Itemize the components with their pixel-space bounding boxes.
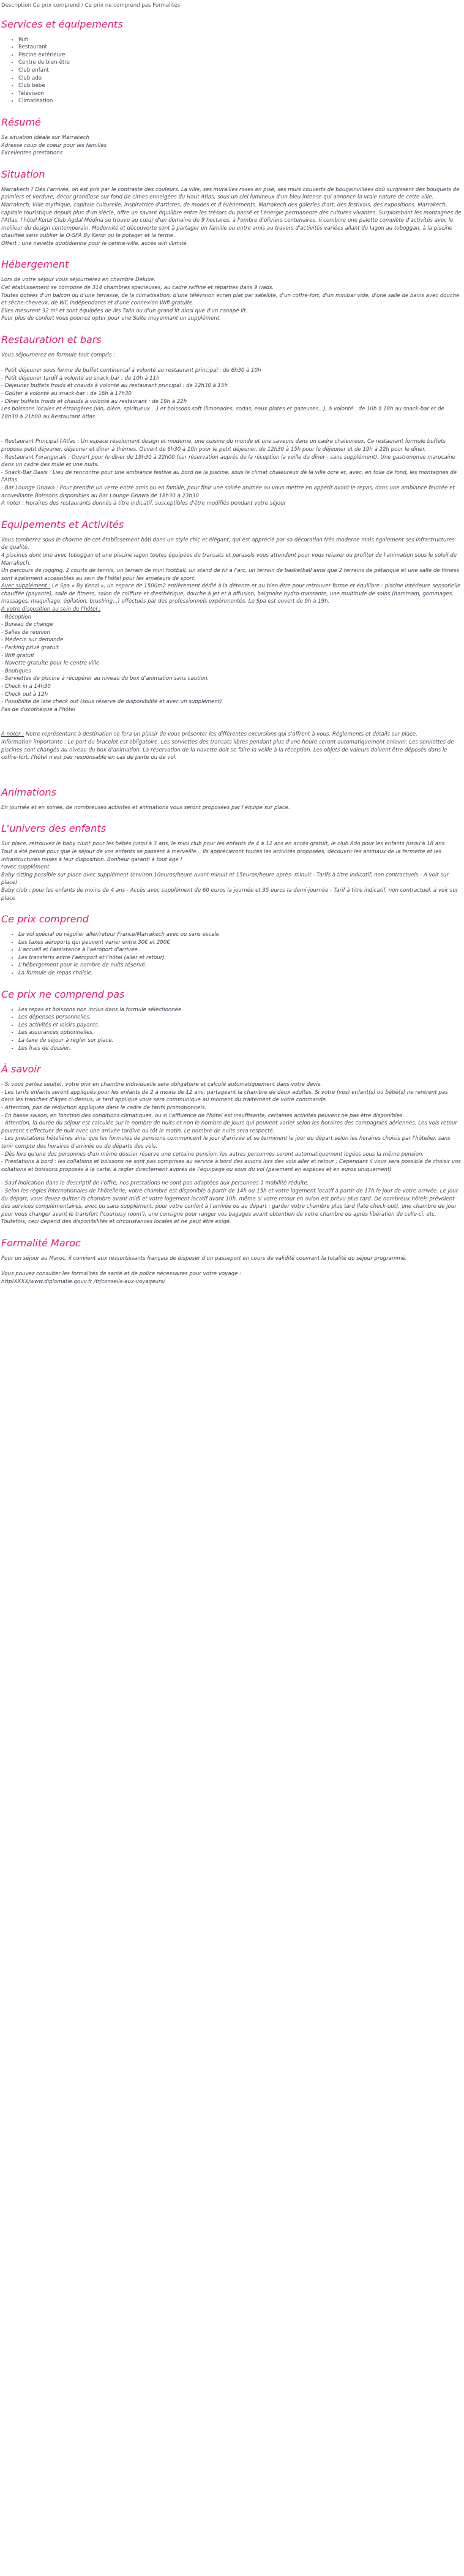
section-equipements: [1, 519, 462, 762]
hotel-facility-item: Pas de discothèque à l'hôtel: [1, 706, 75, 713]
hotel-facility-item: - Check out à 12h: [1, 691, 48, 698]
service-item: • Télévision: [18, 90, 462, 98]
service-item: • Centre de bien-être: [18, 59, 462, 67]
section-formalite: [1, 1237, 462, 1286]
hebergement-line: Lors de votre séjour vous séjournerez en chambre Deluxe.: [1, 277, 155, 284]
hotel-facility-item: - Bureau de change: [1, 622, 53, 628]
section-title-resume: Résumé: [1, 116, 41, 128]
hotel-facilities-label: A votre disposition au sein de l'hôtel :: [1, 606, 101, 613]
ne-comprend-list: [1, 1006, 462, 1053]
restauration-line: - Petit déjeuner tardif à volonté au snack-bar : de 10h à 11h: [1, 375, 160, 382]
hotel-facility-item: - Navette gratuite pour le centre ville: [1, 660, 100, 667]
hotel-facility-item: - Possibilité de late check out (sous réserve de disponibilité et avec un supplément): [1, 699, 222, 706]
hotel-facility-item: - Parking privé gratuit: [1, 645, 59, 652]
section-animations: [1, 786, 462, 812]
comprend-list: [1, 931, 462, 977]
hotel-facilities-list: [1, 614, 462, 714]
a-savoir-list: [1, 1081, 462, 1226]
service-item: • Club ado: [18, 75, 462, 83]
hotel-facility-item: - Check in à 14h30: [1, 684, 51, 690]
section-a-savoir: [1, 1063, 462, 1226]
comprend-item: • La formule de repas choisie.: [18, 970, 462, 977]
section-title-ne-comprend: Ce prix ne comprend pas: [1, 988, 125, 1000]
ne-comprend-item: • Les frais de dossier.: [18, 1045, 462, 1053]
hebergement-line: Cet établissement se compose de 314 chambres spacieuses, au cadre raffiné et réparties dans 9 riads.: [1, 285, 274, 292]
service-item: • Climatisation: [18, 97, 462, 105]
restauration-line: Les boissons locales et étrangères (vin, bière, spiritueux ...) et boissons soft (limonades, sodas, eaux plates et gazeuses...), à volonté : de 10h à 18h au snack-bar et de 18h30 à 21h00 au Restaurant Atlas: [1, 406, 444, 420]
hotel-facility-item: - Serviettes de piscine à récupérer au niveau du box d'animation sans caution.: [1, 676, 209, 682]
a-savoir-item: - Attention, pas de réduction appliquée dans le cadre de tarifs promotionnels.: [1, 1105, 207, 1111]
section-title-hebergement: Hébergement: [1, 258, 69, 271]
a-savoir-item: - Prestations à bord : les collations et boissons ne sont pas comprises au service à bord des avions lors des vols aller et retour ; Cependant il vous sera possible de choisir vos collations et boissons proposés à la carte, à régler directement auprès de l'équipage ou sous du vol (paiement en espèces et en euros uniquement): [1, 1159, 461, 1173]
enfants-para: Tout a été pensé pour que le séjour de vos enfants se passent à merveille... Ils apprécieront toutes les activités proposées, découvrir les animaux de la fermette et les infrastructures mises à leur disposition. Bonheur garanti à tout âge !: [1, 848, 441, 863]
restauration-line: - Dîner buffets froids et chauds à volonté au restaurant : de 19h à 22h: [1, 398, 187, 405]
situation-text: Marrakech ? Dès l'arrivée, on est pris par le contraste des couleurs. La ville, ses murailles roses en pisé, ses murs couverts de bougainvillées doù surgissent des bouquets de palmiers et verdure, décor grandiose sur fond de cimes enneigées du Haut Atlas, sous un ciel lumineux d'un bleu intense qui annonce la vraie nature de cette ville. Marrakech, Ville mythique, capitale culturelle, inspiratrice d'artistes, de modes et d'évènements. Marrakech des galeries d'art, des festivals, des expositions. Marrakech, capitale touristique depuis plus d'un siècle, offre un savant équilibre entre les trésors du passé et l'énergie permanente des cultures vivantes. Surplombant les montagnes de l'Atlas, l'hôtel Kenzi Club Agdal Médina se trouve au cœur d'un domaine de 9 hectares, à l'ombre d'oliviers centenaires. Il combine une palette complète d'activités avec le meilleur du design contemporain. Modernité et découverte sont à partager en famille ou entre amis au travers d'activités variées allant du lagon au toboggan, à la piscine chauffée sans oublier le O-SPA By Kenzi ou le potager et la ferme.: [1, 186, 462, 239]
spa-paragraph: [1, 582, 462, 606]
spa-text: Le Spa « By Kenzi », un espace de 1500m2 entièrement dédié à la détente et au bien-être pour retrouver forme et équilibre : piscine intérieure sensorielle chauffée (payante), salle de fitness, salon de coiffure et d'esthétique, douche à jet et à affusion, baignoire hydro-massante, une multitude de soins (hammam, gommages, massages, maquillage, épilation, brushing...) effectués par des professionnels expérimentés. Le Spa est ouvert de 9h à 19h.: [1, 583, 461, 605]
section-title-services: Services et équipements: [1, 18, 123, 30]
restauration-detail: - Bar Lounge Gnawa : Pour prendre un verre entre amis ou en famille, pour finir une soirée animée ou vous mettre en appétit avant le repas, dans une ambiance feutrée et accueillante.Boissons disponibles au Bar Lounge Gnawa de 18h30 à 23h30: [1, 484, 455, 499]
section-restauration: [1, 334, 462, 508]
comprend-item: • Les taxes aéroports qui peuvent varier entre 30€ et 200€: [18, 939, 462, 947]
section-enfants: [1, 823, 462, 902]
section-title-comprend: Ce prix comprend: [1, 913, 89, 925]
restauration-note: A noter : Horaires des restaurants donnés à titre indicatif, susceptibles d'être modifiés pendant votre séjour: [1, 500, 286, 507]
a-savoir-item: - Attention, la durée du séjour est calculée sur le nombre de nuits et non le nombre de jours qui peuvent varier selon les horaires des compagnies aériennes. Les vols retour pourront s'effectuer de nuit avec une arrivée tardive ou tôt le matin. Le nombre de nuits sera respecté.: [1, 1120, 457, 1134]
section-title-situation: Situation: [1, 168, 45, 180]
section-title-a-savoir: À savoir: [1, 1063, 41, 1075]
a-savoir-item: - Sauf indication dans le descriptif de l'offre, nos prestations ne sont pas adaptées aux personnes à mobilité réduite.: [1, 1180, 309, 1187]
a-savoir-item: - Selon les règles internationales de l'hôtellerie, votre chambre est disponible à partir de 14h ou 15h et votre logement locatif à partir de 17h le jour de votre arrivée. Le jour du départ, vous devez quitter la chambre avant midi et votre logement locatif avant 10h, même si votre retour en avion est prévu plus tard. De nombreux hôtels prévoient des services complémentaires, avec ou sans supplément, pour votre confort à l'arrivée ou au départ : garder votre chambre plus tard (late check-out), une chambre de jour pour vous changer avant le transfert ('courtesy room'), une consigne pour ranger vos bagages avant obtention de votre chambre ou après libération de celle-ci, etc. Toutefois, ceci dépend des disponibilités et circonstances locales et ne peut être exigé.: [1, 1188, 458, 1226]
hotel-facility-item: - Boutiques: [1, 668, 31, 674]
hotel-facility-item: - Médecin sur demande: [1, 637, 64, 644]
section-hebergement: [1, 258, 462, 323]
hotel-facility-item: - Réception: [1, 614, 32, 620]
important-info: Information importante : Le port du bracelet est obligatoire. Les serviettes des transats libres pendant plus d'une heure seront automatiquement enlever. Les serviettes de piscines sont changés au niveau du box d'animation. La réservation de la navette doit se faire la veille à la réception. Les objets de valeurs doivent être déposés dans le coffre-fort, l'hôtel n'est pas responsable en cas de perte ou de vol.: [1, 739, 454, 761]
section-ne-comprend: [1, 989, 462, 1053]
hotel-facility-item: - Wifi gratuit: [1, 652, 34, 659]
formalite-para: Vous pouvez consulter les formalités de santé et de police nécessaires pour votre voyage :: [1, 1271, 241, 1278]
equipements-para: Un parcours de jogging, 2 courts de tennis, un terrain de mini football, un stand de tir à l'arc, un terrain de basketball ainsi que 2 terrains de pétanque et une salle de fitness sont également accessibles au sein de l'hôtel pour les amateurs de sport.: [1, 568, 459, 582]
enfants-para: Sur place, retrouvez le baby club* pour les bébés jusqu'à 3 ans, le mini club pour les enfants de 4 à 12 ans en accès gratuit, le club Ado pour les enfants jusqu'à 18 ans.: [1, 841, 446, 848]
hotel-facility-item: - Salles de réunion: [1, 629, 51, 636]
hebergement-line: Elles mesurent 32 m² et sont équipées de lits Twin ou d'un grand lit ainsi que d'un canapé lit.: [1, 307, 248, 314]
restauration-line: - Goûter à volonté au snack-bar : de 16h à 17h30: [1, 391, 132, 397]
service-item: • Piscine extérieure: [18, 51, 462, 59]
service-item: • Wifi: [18, 36, 462, 44]
restauration-detail: - Restaurant l'orangerais : Ouvert pour le dîner de 19h30 à 22h00 (sur réservation auprès de la réception la veille du dîner - sans supplément). Une gastronomie marocaine dans un cadre des mille et une nuits.: [1, 454, 455, 469]
breadcrumb: Description Ce prix comprend / Ce prix ne comprend pas Formalités: [1, 2, 181, 9]
section-title-equipements: Equipements et Activités: [1, 518, 124, 530]
section-title-restauration: Restauration et bars: [1, 334, 102, 346]
ne-comprend-item: • Les dépenses personnelles.: [18, 1014, 462, 1022]
services-list: [1, 36, 462, 105]
section-title-enfants: L'univers des enfants: [1, 823, 106, 835]
equipements-para: Vous tomberez sous le charme de cet établissement bâti dans un style chic et élégant, qui est apprécié par sa décoration très moderne mais également ses infrastructures de qualité.: [1, 537, 455, 551]
enfants-para: Baby sitting possible sur place avec supplément (environ 10euros/heure avant minuit et 15euros/heure après- minuit - Tarifs à titre indicatif, non contractuels - A voir sur place): [1, 872, 449, 886]
enfants-para: Baby club : pour les enfants de moins de 4 ans - Accès avec supplément de 60 euros la journée et 35 euros la demi-journée - Tarif à titre indicatif, non contractuel, à voir sur place: [1, 887, 458, 902]
restauration-detail: - Snack-Bar Oasis : Lieu de rencontre pour une ambiance festive au bord de la piscine, sous le climat chaleureux de la ville ocre et, avec, en toile de fond, les montagnes de l'Atlas.: [1, 469, 457, 484]
a-savoir-item: - En basse saison, en fonction des conditions climatiques, ou si l'affluence de l'hôtel est insuffisante, certaines activités peuvent ne pas être disponibles.: [1, 1112, 405, 1119]
comprend-item: • Le vol spécial ou régulier aller/retour France/Marrakech avec ou sans escale: [18, 931, 462, 939]
comprend-item: • L'hébergement pour le nombre de nuits réservé.: [18, 962, 462, 970]
note-label: A noter :: [1, 731, 24, 738]
a-savoir-item: - Les prestations hôtelières ainsi que les formules de pensions commencent le jour d'arrivée et se terminent le jour du départ selon les horaires choisis par l'hôtelier, sans tenir compte des horaires d'arrivée ou de départs des vols.: [1, 1135, 451, 1150]
ne-comprend-item: • La taxe de séjour à régler sur place.: [18, 1037, 462, 1045]
section-resume: [1, 116, 462, 157]
equipements-para: 4 piscines dont une avec toboggan et une piscine lagon toutes équipées de transats et parasols vous attendent pour vous relaxer ou profiter de l'animation sous le soleil de Marrakech.: [1, 552, 457, 567]
resume-line: Excellentes prestations: [1, 150, 63, 157]
service-item: • Restaurant: [18, 43, 462, 51]
comprend-item: • Les transferts entre l'aéroport et l'hôtel (aller et retour).: [18, 954, 462, 962]
service-item: • Club bébé: [18, 82, 462, 90]
hebergement-line: Pour plus de confort vous pourrez opter pour une Suite moyennant un supplément.: [1, 315, 221, 322]
section-situation: [1, 168, 462, 248]
restauration-intro: Vous séjournerez en formule tout compris :: [1, 352, 115, 359]
resume-line: Sa situation idéale sur Marrakech: [1, 134, 90, 141]
spa-label: Avec supplément :: [1, 583, 51, 590]
formalite-link[interactable]: http/XXXX/www.diplomatie.gouv.fr /fr/conseils-aux-voyageurs/: [1, 1278, 165, 1285]
restauration-line: - Déjeuner buffets froids et chauds à volonté au restaurant principal : de 12h30 à 15h: [1, 383, 228, 390]
section-title-formalite: Formalité Maroc: [1, 1237, 81, 1249]
section-services: [1, 18, 462, 105]
situation-offer: Offert : une navette quotidienne pour le centre-ville, accès wifi illimité.: [1, 240, 189, 247]
section-comprend: [1, 913, 462, 977]
animations-text: En journée et en soirée, de nombreuses activités et animations vous seront proposées par l'équipe sur place.: [1, 804, 290, 811]
formalite-para: Pour un séjour au Maroc, il convient aux ressortissants français de disposer d'un passeport en cours de validité couvrant la totalité du séjour programmé.: [1, 1255, 407, 1262]
a-savoir-item: - Dès lors qu'une des personnes d'un même dossier réserve une certaine pension, les autres personnes seront automatiquement logées sous la même pension.: [1, 1151, 424, 1158]
ne-comprend-item: • Les repas et boissons non inclus dans la formule sélectionnée.: [18, 1006, 462, 1014]
service-item: • Club enfant: [18, 67, 462, 75]
enfants-para: *avec supplément: [1, 864, 50, 871]
ne-comprend-item: • Les activités et loisirs payants.: [18, 1022, 462, 1030]
restauration-detail: - Restaurant Principal l'Atlas : Un espace résolument design et moderne, une cuisine du monde et une saveurs dans un cadre chaleureux. Ce restaurant formule buffets propose petit déjeuner, déjeuner et dîner à thèmes. Ouvert de 6h30 à 10h pour le petit déjeuner, de 12h30 à 15h pour le déjeuner et de 19h à 22h pour le dîner.: [1, 439, 446, 453]
restauration-line: - Petit déjeuner sous forme de buffet continental à volonté au restaurant principal : de 6h30 à 10h: [1, 367, 261, 374]
note-text: Notre représentant à destination se fera un plaisir de vous présenter les différentes excursions qui s'offrent à vous. Réglements et détails sur place.: [24, 731, 417, 738]
resume-line: Adresse coup de coeur pour les familles: [1, 142, 107, 149]
comprend-item: • L'accueil et l'assistance à l'aéroport d'arrivée.: [18, 946, 462, 954]
ne-comprend-item: • Les assurances optionnelles.: [18, 1029, 462, 1037]
a-savoir-item: - Si vous partez seul(e), votre prix en chambre individuelle sera obligatoire et calculé automatiquement dans votre devis.: [1, 1082, 323, 1088]
section-title-animations: Animations: [1, 786, 56, 798]
a-savoir-item: - Les tarifs enfants seront appliqués pour les enfants de 2 à moins de 12 ans, partageant la chambre de deux adultes. Si votre (vos) enfant(s) ou bébé(s) ne rentrent pas dans les tranches d'âges ci-dessus, le tarif appliqué vous sera communiqué au moment du traitement de votre commande.: [1, 1089, 448, 1104]
note-paragraph: [1, 731, 462, 739]
hebergement-line: Toutes dotées d'un balcon ou d'une terrasse, de la climatisation, d'une télévision écran plat par satellite, d'un coffre-fort, d'un minibar vide, d'une salle de bains avec douche et sèche-cheveux, de WC indépendants et d'une connexion Wifi gratuite.: [1, 292, 460, 307]
